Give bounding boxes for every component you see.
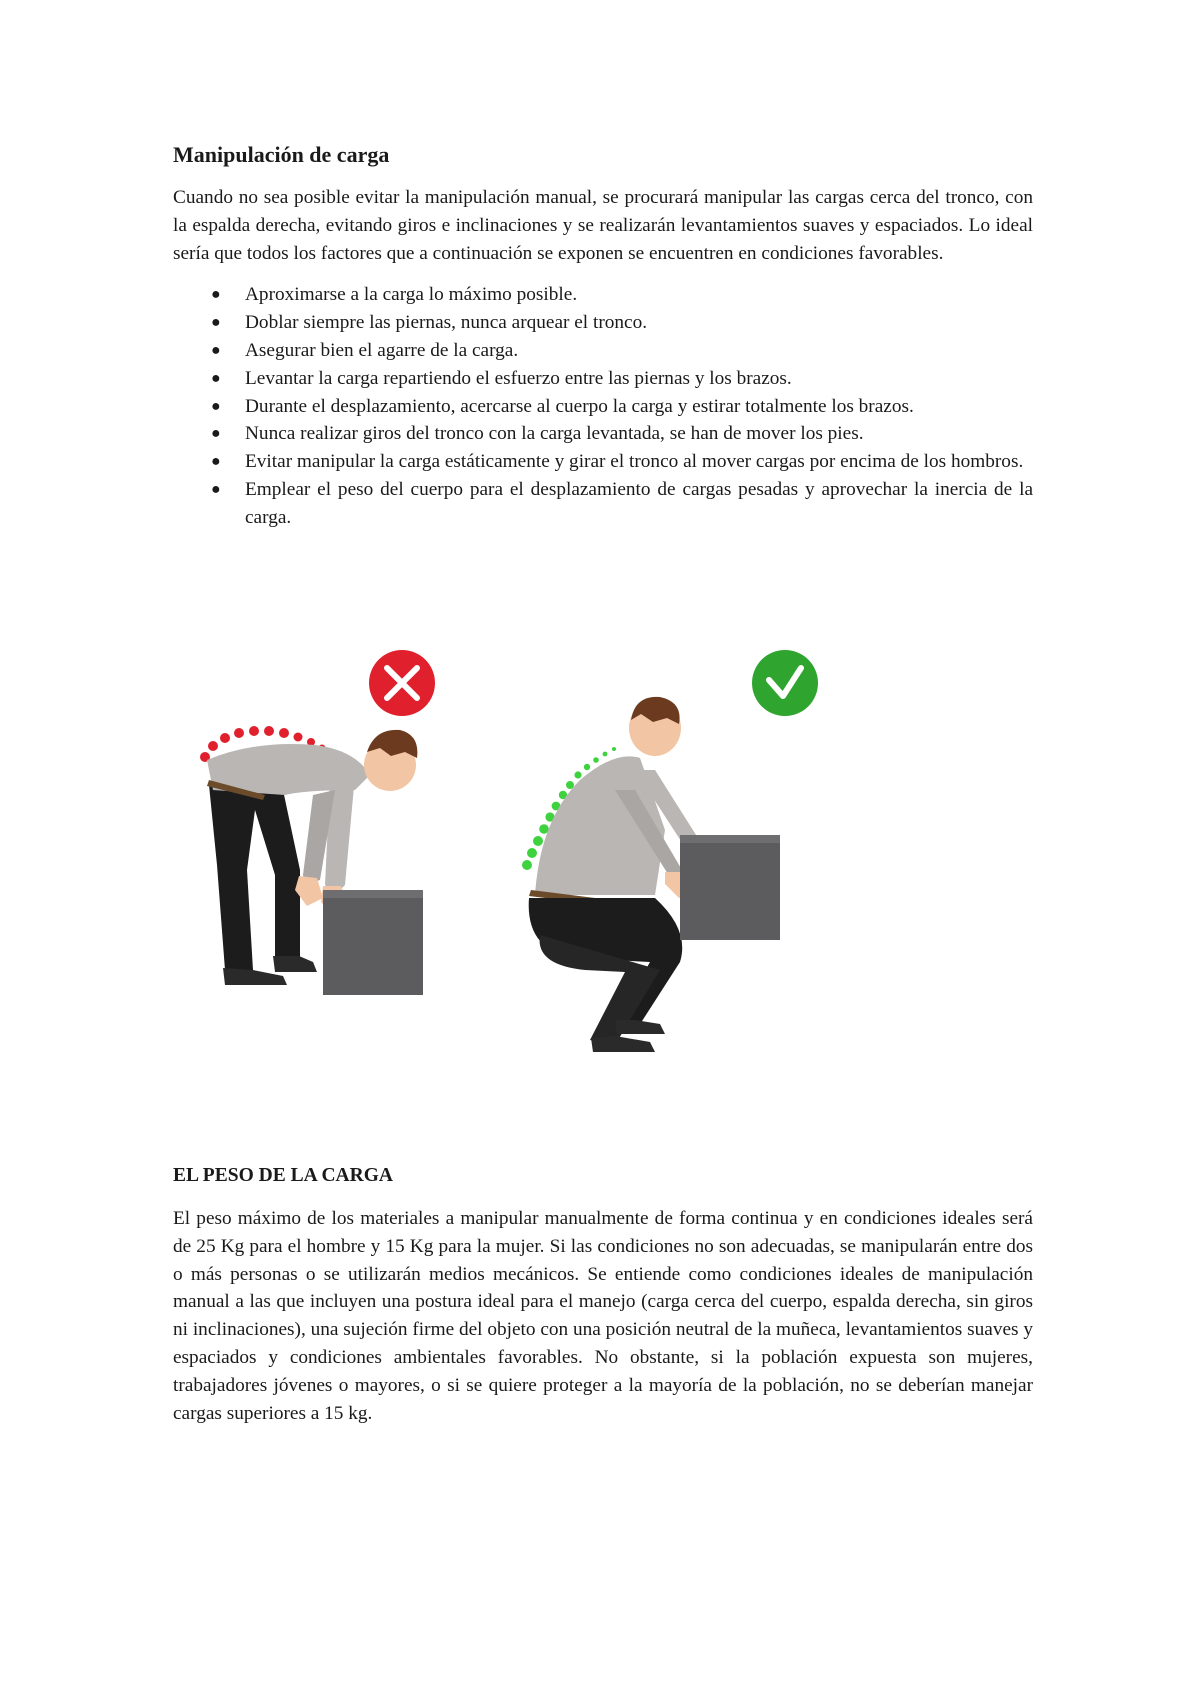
bullet-icon: ● (211, 341, 221, 359)
bullet-icon: ● (211, 369, 221, 387)
bullet-icon: ● (211, 425, 221, 443)
list-item: ● Aproximarse a la carga lo máximo posible. (173, 281, 1033, 309)
list-item: ● Levantar la carga repartiendo el esfuerzo entre las piernas y los brazos. (173, 365, 1033, 393)
bullet-icon: ● (211, 314, 221, 332)
bullet-icon: ● (211, 453, 221, 471)
list-item: ● Emplear el peso del cuerpo para el desplazamiento de cargas pesadas y aprovechar la inercia de la carga. (173, 476, 1033, 532)
recommendation-list (173, 281, 1033, 531)
bullet-icon: ● (211, 397, 221, 415)
correct-posture-figure (522, 650, 818, 1052)
section-heading: EL PESO DE LA CARGA (173, 1165, 393, 1186)
list-item: ● Doblar siempre las piernas, nunca arquear el tronco. (173, 309, 1033, 337)
list-item: ● Asegurar bien el agarre de la carga. (173, 337, 1033, 365)
section-heading: Manipulación de carga (173, 142, 390, 167)
lifting-posture-illustration (195, 640, 835, 1060)
body-paragraph: El peso máximo de los materiales a manipular manualmente de forma continua y en condiciones ideales será de 25 Kg para el hombre y 15 Kg para la mujer. Si las condiciones no son adecuadas, se manipularán entre dos o más personas o se utilizarán medios mecánicos. Se entiende como condiciones ideales de manipulación manual a las que incluyen una postura ideal para el manejo (carga cerca del cuerpo, espalda derecha, sin giros ni inclinaciones), una sujeción firme del objeto con una posición neutral de la muñeca, levantamientos suaves y espaciados y condiciones ambientales favorables. No obstante, si la población expuesta son mujeres, trabajadores jóvenes o mayores, o si se quiere proteger a la mayoría de la población, no se deberían manejar cargas superiores a 15 kg. (173, 1208, 1033, 1424)
section-peso-carga (173, 1162, 1033, 1427)
list-item: ● Durante el desplazamiento, acercarse al cuerpo la carga y estirar totalmente los brazos. (173, 393, 1033, 421)
checkmark-icon (752, 650, 818, 716)
wrong-posture-figure (200, 650, 435, 995)
x-cross-icon (369, 650, 435, 716)
list-item: ● Evitar manipular la carga estáticamente y girar el tronco al mover cargas por encima de los hombros. (173, 448, 1033, 476)
section-manipulacion (173, 140, 1033, 532)
bullet-icon: ● (211, 286, 221, 304)
bullet-icon: ● (211, 480, 221, 498)
intro-paragraph: Cuando no sea posible evitar la manipulación manual, se procurará manipular las cargas cerca del tronco, con la espalda derecha, evitando giros e inclinaciones y se realizarán levantamientos suaves y espaciados. Lo ideal sería que todos los factores que a continuación se exponen se encuentren en condiciones favorables. (173, 187, 1033, 264)
list-item: ● Nunca realizar giros del tronco con la carga levantada, se han de mover los pies. (173, 420, 1033, 448)
